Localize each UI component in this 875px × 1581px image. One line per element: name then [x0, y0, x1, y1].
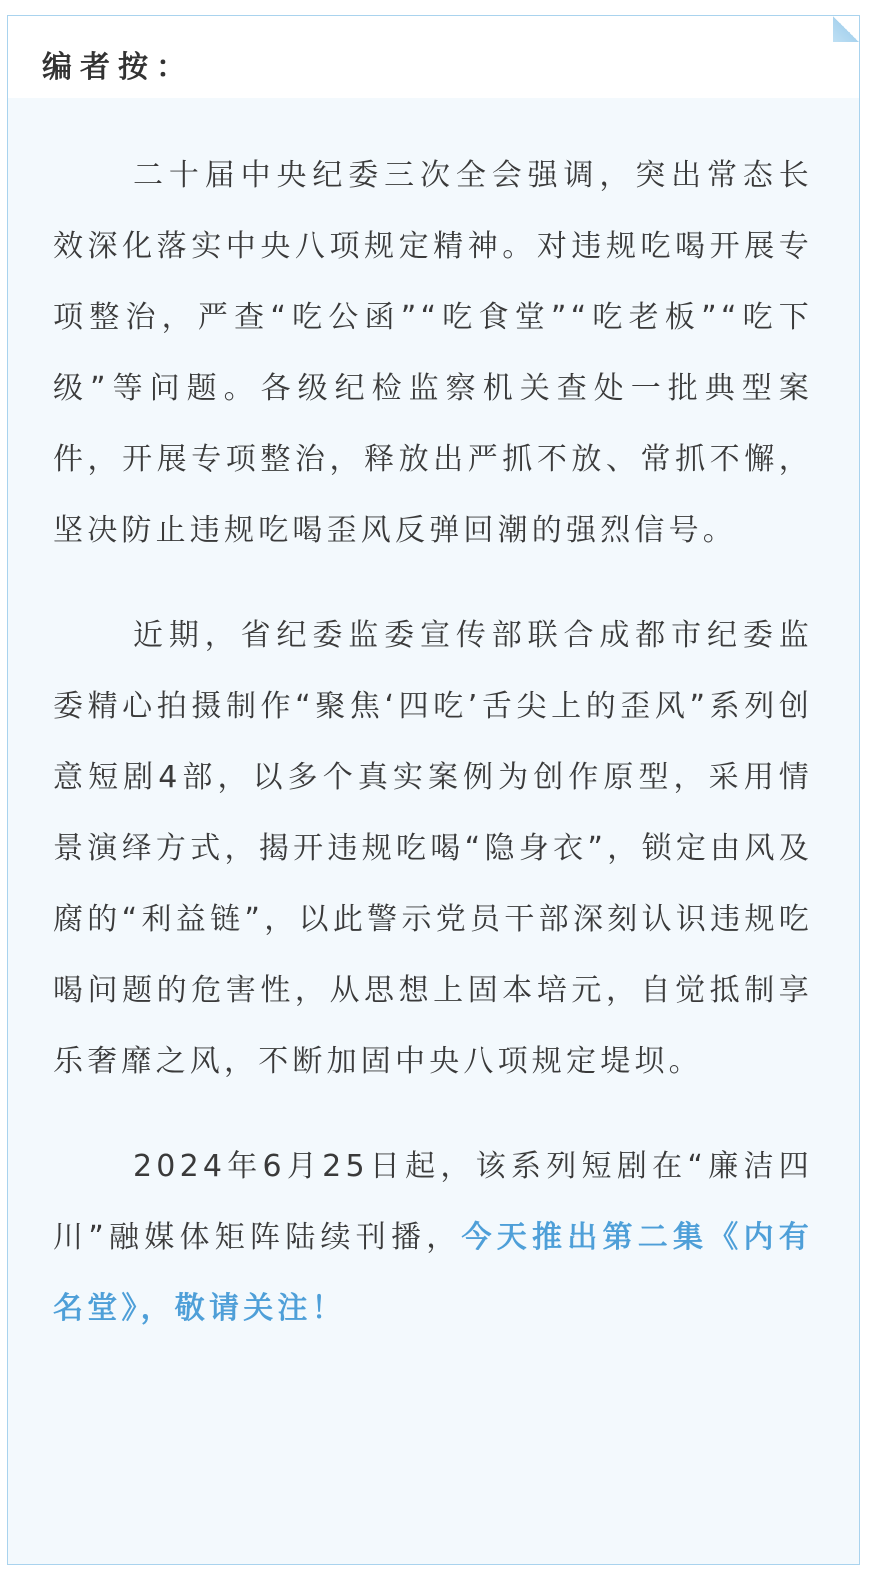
paragraph-2-text: 近期，省纪委监委宣传部联合成都市纪委监委精心拍摄制作“聚焦‘四吃’舌尖上的歪风”系列创意短剧4部，以多个真实案例为创作原型，采用情景演绎方式，揭开违规吃喝“隐身衣”，锁定由风及腐的“利益链”，以此警示党员干部深刻认识违规吃喝问题的危害性，从思想上固本培元，自觉抵制享乐奢靡之风，不断加固中央八项规定堤坝。 — [53, 618, 813, 1079]
paragraph-1 — [53, 140, 813, 566]
corner-fold-decoration — [833, 16, 859, 42]
episode-announcement: 今天推出第二集《内有名堂》，敬请关注！ — [53, 1220, 813, 1326]
paragraph-1-text: 二十届中央纪委三次全会强调，突出常态长效深化落实中央八项规定精神。对违规吃喝开展专项整治，严查“吃公函”“吃食堂”“吃老板”“吃下级”等问题。各级纪检监察机关查处一批典型案件，开展专项整治，释放出严抓不放、常抓不懈，坚决防止违规吃喝歪风反弹回潮的强烈信号。 — [53, 158, 813, 548]
paragraph-3-text: 2024年6月25日起，该系列短剧在“廉洁四川”融媒体矩阵陆续刊播， — [53, 1149, 813, 1255]
editor-note-heading: 编者按： — [42, 50, 194, 85]
paragraph-3 — [53, 1131, 813, 1344]
paragraph-2 — [53, 600, 813, 1097]
editor-note-card — [7, 15, 860, 1565]
editor-note-body — [53, 140, 813, 1378]
